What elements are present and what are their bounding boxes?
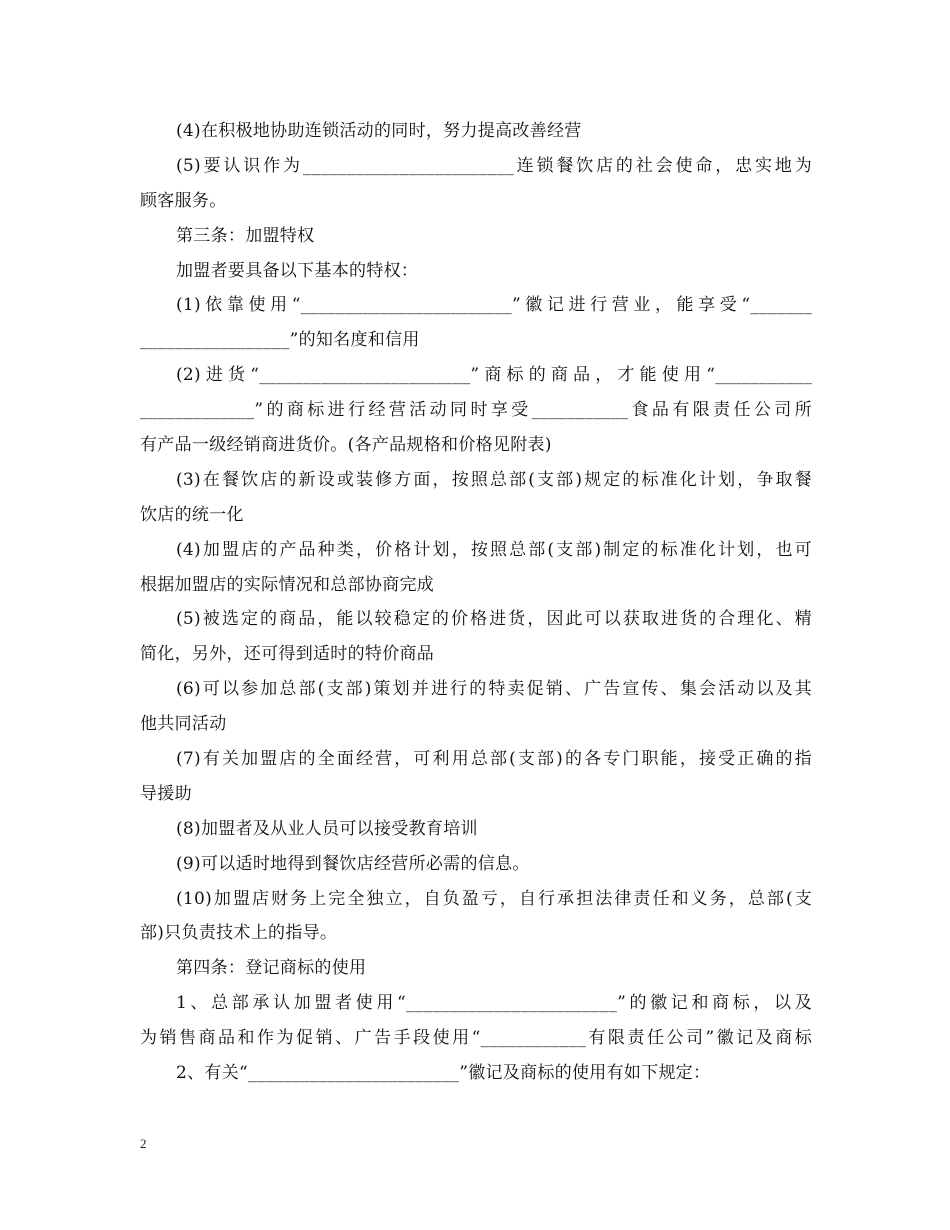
text-line: (7)有关加盟店的全面经营，可利用总部(支部)的各专门职能，接受正确的指 [176, 749, 812, 770]
section-heading: 第三条：加盟特权 [176, 225, 315, 246]
text-line: 饮店的统一化 [140, 504, 244, 525]
page-number: 2 [140, 1136, 147, 1151]
text-line: 根据加盟店的实际情况和总部协商完成 [140, 574, 435, 595]
text-line: (1)依靠使用“________________________”徽记进行营业，能享受“_______ [176, 295, 812, 316]
text-line: (4)加盟店的产品种类，价格计划，按照总部(支部)制定的标准化计划，也可 [176, 539, 812, 560]
text-line: (5)要认识作为________________________连锁餐饮店的社会使命，忠实地为 [176, 155, 812, 176]
text-line: _____________”的商标进行经营活动同时享受___________食品有限责任公司所 [140, 400, 812, 421]
text-line: (8)加盟者及从业人员可以接受教育培训 [176, 818, 478, 839]
text-line: (5)被选定的商品，能以较稳定的价格进货，因此可以获取进货的合理化、精 [176, 609, 812, 630]
text-line: 顾客服务。 [140, 190, 227, 211]
text-line: 1、总部承认加盟者使用“________________________”的徽记和商标，以及 [176, 993, 812, 1014]
text-line: 2、有关“________________________”徽记及商标的使用有如下规定： [176, 1063, 711, 1084]
text-line: 为销售商品和作为促销、广告手段使用“____________有限责任公司”徽记及商标 [140, 1028, 812, 1049]
text-line: (4)在积极地协助连锁活动的同时，努力提高改善经营 [176, 121, 582, 141]
text-line: 有产品一级经销商进货价。(各产品规格和价格见附表) [140, 435, 552, 456]
text-line: (3)在餐饮店的新设或装修方面，按照总部(支部)规定的标准化计划，争取餐 [176, 469, 812, 490]
document-body [140, 114, 812, 1091]
text-line: 部)只负责技术上的指导。 [140, 923, 338, 944]
text-line: 简化，另外，还可得到适时的特价商品 [140, 644, 435, 665]
section-heading: 第四条：登记商标的使用 [176, 958, 367, 979]
text-line: (2)进货“________________________”商标的商品，才能使用“___________ [176, 365, 812, 386]
text-line: (10)加盟店财务上完全独立，自负盈亏，自行承担法律责任和义务，总部(支 [176, 888, 812, 909]
text-line: _________________”的知名度和信用 [140, 330, 420, 351]
text-line: (9)可以适时地得到餐饮店经营所必需的信息。 [176, 853, 530, 874]
text-line: 他共同活动 [140, 714, 227, 735]
text-line: 加盟者要具备以下基本的特权： [176, 260, 419, 281]
text-line: 导援助 [140, 783, 192, 804]
text-line: (6)可以参加总部(支部)策划并进行的特卖促销、广告宣传、集会活动以及其 [176, 679, 812, 700]
